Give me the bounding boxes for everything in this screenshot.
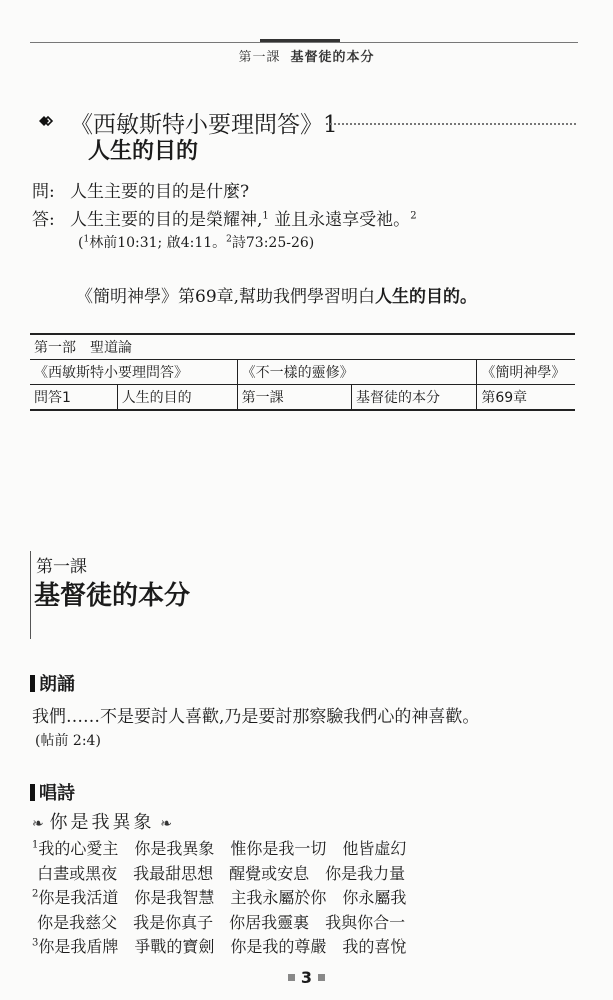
ref-open: ( [78, 235, 84, 251]
recite-reference: (帖前 2:4) [35, 733, 101, 749]
ref-footnote-2: 2 [226, 234, 232, 245]
table-row [30, 360, 575, 385]
section-bar-icon [30, 784, 35, 801]
running-head-title: 基督徒的本分 [290, 50, 375, 65]
question-text: 人生主要的目的是什麼? [70, 182, 250, 202]
hymn-line-text: 你是我盾牌 爭戰的寶劍 你是我的尊嚴 我的喜悅 [38, 937, 407, 956]
table-row [30, 385, 575, 411]
hymn-line [32, 934, 406, 957]
lesson-title: 基督徒的本分 [34, 581, 191, 611]
intro-paragraph [76, 282, 477, 307]
section-bar-icon [30, 675, 35, 692]
hymn-title-text: 你是我異象 [49, 812, 155, 833]
hymn-title [32, 808, 172, 834]
table-header-devotion: 《不一樣的靈修》 [237, 360, 477, 385]
hymn-line [32, 861, 405, 884]
table-cell: 基督徒的本分 [352, 385, 477, 411]
square-ornament-icon [318, 974, 325, 981]
hymn-line-text: 你是我活道 你是我智慧 主我永屬於你 你永屬我 [38, 888, 407, 907]
answer-text-2: 並且永遠享受祂。 [268, 210, 411, 230]
verse-number: 1 [32, 839, 39, 851]
recite-heading [30, 670, 75, 696]
table-header-theology: 《簡明神學》 [477, 360, 575, 385]
intro-highlight: 人生的目的。 [375, 287, 478, 307]
table-cell: 第69章 [477, 385, 575, 411]
table-header-catechism: 《西敏斯特小要理問答》 [30, 360, 237, 385]
recite-text: 我們……不是要討人喜歡,乃是要討那察驗我們心的神喜歡。 [32, 707, 480, 727]
answer-line [32, 205, 417, 230]
scripture-reference [78, 232, 314, 252]
table-cell: 人生的目的 [117, 385, 237, 411]
lesson-bar [30, 551, 31, 639]
hymn-heading [30, 779, 75, 805]
hymn-line-text: 白晝或黑夜 我最甜思想 醒覺或安息 你是我力量 [32, 864, 406, 883]
answer-text-1: 人生主要的目的是榮耀神, [70, 210, 263, 230]
running-head-lesson: 第一課 [238, 50, 281, 65]
ref-text-1: 林前10:31; 啟4:11。 [89, 235, 227, 251]
verse-number: 2 [32, 888, 39, 900]
cross-reference-table [30, 333, 575, 411]
hymn-line [32, 885, 406, 908]
recite-heading-text: 朗誦 [39, 674, 75, 695]
question-line [32, 177, 249, 202]
leaf-ornament-icon: ❧ [160, 816, 172, 832]
page-number [0, 968, 613, 987]
square-ornament-icon [288, 974, 295, 981]
running-head [0, 46, 613, 65]
header-rule-accent [260, 39, 340, 42]
answer-label: 答: [32, 210, 55, 230]
header-rule [30, 42, 578, 43]
leaf-ornament-icon: ❧ [32, 816, 44, 832]
catechism-subtitle: 人生的目的 [88, 138, 199, 164]
verse-number: 3 [32, 937, 39, 949]
diamond-ornament-icon [35, 113, 55, 129]
hymn-line [32, 836, 406, 859]
ref-text-2: 詩73:25-26) [231, 235, 315, 251]
table-part-cell: 第一部 聖道論 [30, 334, 575, 360]
table-cell: 問答1 [30, 385, 117, 411]
footnote-2: 2 [410, 210, 417, 222]
ref-footnote-1: 1 [83, 234, 90, 245]
footnote-1: 1 [262, 210, 269, 222]
page-number-text: 3 [300, 968, 313, 987]
hymn-line-text: 你是我慈父 我是你真子 你居我靈裏 我與你合一 [32, 913, 406, 932]
catechism-title: 《西敏斯特小要理問答》1 [70, 112, 338, 138]
lesson-number: 第一課 [36, 557, 87, 577]
hymn-heading-text: 唱詩 [39, 783, 75, 804]
hymn-line [32, 910, 405, 933]
hymn-line-text: 我的心愛主 你是我異象 惟你是我一切 他皆虛幻 [38, 839, 407, 858]
table-cell: 第一課 [237, 385, 351, 411]
question-label: 問: [32, 182, 55, 202]
intro-text: 《簡明神學》第69章,幫助我們學習明白 [76, 287, 376, 307]
table-row [30, 334, 575, 360]
dotted-leader [326, 123, 576, 125]
